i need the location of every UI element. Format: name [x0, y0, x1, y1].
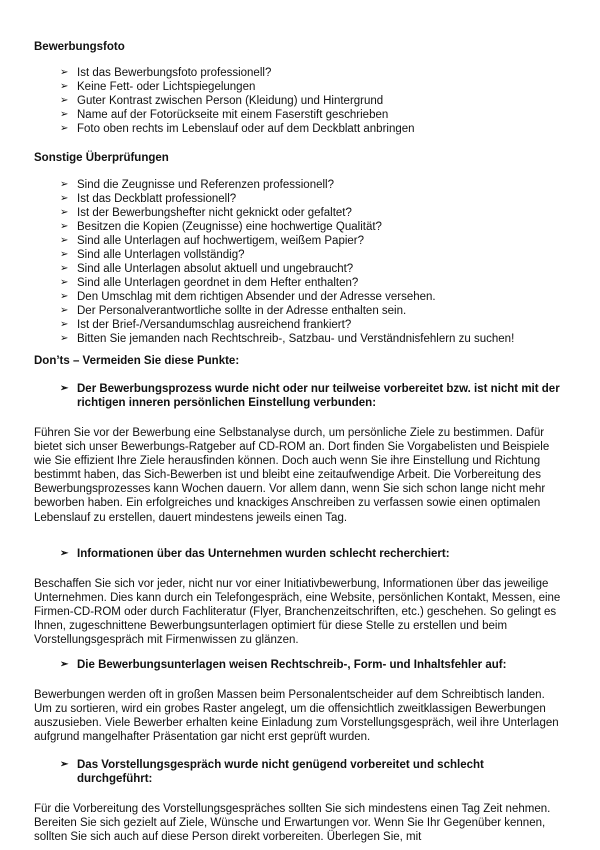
section-heading-other: Sonstige Überprüfungen — [34, 152, 169, 164]
arrow-bullet-icon: ➢ — [60, 221, 69, 232]
dont-point-title: ➢ Der Bewerbungsprozess wurde nicht oder nur teilweise vorbereitet bzw. ist nicht mit der richtigen inneren persönlichen Einstellung verbunden: — [60, 383, 560, 409]
section-heading-photo: Bewerbungsfoto — [34, 41, 125, 53]
arrow-bullet-icon: ➢ — [60, 305, 69, 316]
dont-point-title: ➢ Das Vorstellungsgespräch wurde nicht genügend vorbereitet und schlecht durchgeführt: — [60, 759, 484, 785]
arrow-bullet-icon: ➢ — [60, 81, 69, 92]
list-item: ➢ Guter Kontrast zwischen Person (Kleidung) und Hintergrund — [60, 95, 384, 107]
arrow-bullet-icon: ➢ — [60, 319, 69, 330]
list-item: ➢ Ist der Bewerbungshefter nicht geknickt oder gefaltet? — [60, 207, 352, 219]
arrow-bullet-icon: ➢ — [60, 179, 69, 190]
list-item: ➢ Name auf der Fotorückseite mit einem Faserstift geschrieben — [60, 109, 389, 121]
arrow-bullet-icon: ➢ — [60, 333, 69, 344]
section-heading-donts: Don’ts – Vermeiden Sie diese Punkte: — [34, 355, 240, 367]
arrow-bullet-icon: ➢ — [60, 249, 69, 260]
other-checklist — [0, 178, 600, 346]
list-item: ➢ Den Umschlag mit dem richtigen Absender und der Adresse versehen. — [60, 291, 436, 303]
list-item: ➢ Besitzen die Kopien (Zeugnisse) eine hochwertige Qualität? — [60, 221, 382, 233]
arrow-bullet-icon: ➢ — [60, 759, 69, 770]
list-item: ➢ Keine Fett- oder Lichtspiegelungen — [60, 81, 256, 93]
list-item: ➢ Ist das Deckblatt professionell? — [60, 193, 237, 205]
arrow-bullet-icon: ➢ — [60, 659, 69, 670]
dont-point-text: Beschaffen Sie sich vor jeder, nicht nur vor einer Initiativbewerbung, Informationen über das jeweilige Unternehmen. Dies kann durch ein Telefongespräch, eine Website, persönlichen Kontakt, Messen, eine Firmen-CD-ROM oder durch Fachliteratur (Flyer, Branchenzeitschriften, etc.) geschehen. So gelingt es Ihnen, zugeschnittene Bewerbungsunterlagen optimiert für diese Stelle zu erstellen und beim Vorstellungsgespräch mit Firmenwissen zu glänzen. — [34, 578, 561, 647]
dont-point-text: Bewerbungen werden oft in großen Massen beim Personalentscheider auf dem Schreibtisch landen. Um zu sortieren, wird ein grobes Raster angelegt, um die offensichtlich zweitklassigen Bewerbungen auszusieben. Viele Bewerber erhalten keine Einladung zum Vorstellungsgespräch, weil ihre Unterlagen aufgrund mangelhafter Präsentation gar nicht erst geprüft wurden. — [34, 689, 559, 744]
dont-point-title: ➢ Informationen über das Unternehmen wurden schlecht recherchiert: — [60, 548, 450, 560]
list-item: ➢ Bitten Sie jemanden nach Rechtschreib-, Satzbau- und Verständnisfehlern zu suchen! — [60, 333, 515, 345]
arrow-bullet-icon: ➢ — [60, 291, 69, 302]
arrow-bullet-icon: ➢ — [60, 95, 69, 106]
list-item: ➢ Sind alle Unterlagen auf hochwertigem, weißem Papier? — [60, 235, 365, 247]
arrow-bullet-icon: ➢ — [60, 207, 69, 218]
arrow-bullet-icon: ➢ — [60, 383, 69, 394]
arrow-bullet-icon: ➢ — [60, 235, 69, 246]
arrow-bullet-icon: ➢ — [60, 277, 69, 288]
list-item: ➢ Sind die Zeugnisse und Referenzen professionell? — [60, 179, 334, 191]
list-item: ➢ Der Personalverantwortliche sollte in der Adresse enthalten sein. — [60, 305, 407, 317]
photo-checklist — [0, 66, 600, 136]
arrow-bullet-icon: ➢ — [60, 109, 69, 120]
arrow-bullet-icon: ➢ — [60, 67, 69, 78]
list-item: ➢ Foto oben rechts im Lebenslauf oder auf dem Deckblatt anbringen — [60, 123, 415, 135]
dont-point-text: Für die Vorbereitung des Vorstellungsgespräches sollten Sie sich mindestens einen Tag Zeit nehmen. Bereiten Sie sich gezielt auf Ziele, Wünsche und Erwartungen vor. Wenn Sie Ihr Gegenüber kennen, sollten Sie sich auch auf diese Person direkt vorbereiten. Überlegen Sie, mit — [34, 803, 551, 844]
list-item: ➢ Sind alle Unterlagen geordnet in dem Hefter enthalten? — [60, 277, 359, 289]
arrow-bullet-icon: ➢ — [60, 193, 69, 204]
dont-point-title: ➢ Die Bewerbungsunterlagen weisen Rechtschreib-, Form- und Inhaltsfehler auf: — [60, 659, 507, 671]
dont-point-text: Führen Sie vor der Bewerbung eine Selbstanalyse durch, um persönliche Ziele zu bestimmen. Dafür bietet sich unser Bewerbungs-Ratgeber auf CD-ROM an. Dort finden Sie Vorgabelisten und Beispiele wie Sie effizient Ihre Ziele herausfinden können. Doch auch wenn Sie ihre Einstellung und Richtung bestimmt haben, das Sich-Bewerben ist und bleibt eine zeitaufwendige Arbeit. Die Vorbereitung des Bewerbungsprozesses kann Wochen dauern. Vor allem dann, wenn Sie sich schon lange nicht mehr beworben haben. Ein erfolgreiches und knackiges Anschreiben zu verfassen sowie einen optimalen Lebenslauf zu erstellen, dauert mindestens jeweils einen Tag. — [34, 427, 550, 524]
arrow-bullet-icon: ➢ — [60, 123, 69, 134]
list-item: ➢ Sind alle Unterlagen absolut aktuell und ungebraucht? — [60, 263, 354, 275]
arrow-bullet-icon: ➢ — [60, 263, 69, 274]
list-item: ➢ Ist der Brief-/Versandumschlag ausreichend frankiert? — [60, 319, 352, 331]
list-item: ➢ Ist das Bewerbungsfoto professionell? — [60, 67, 272, 79]
arrow-bullet-icon: ➢ — [60, 548, 69, 559]
list-item: ➢ Sind alle Unterlagen vollständig? — [60, 249, 245, 261]
